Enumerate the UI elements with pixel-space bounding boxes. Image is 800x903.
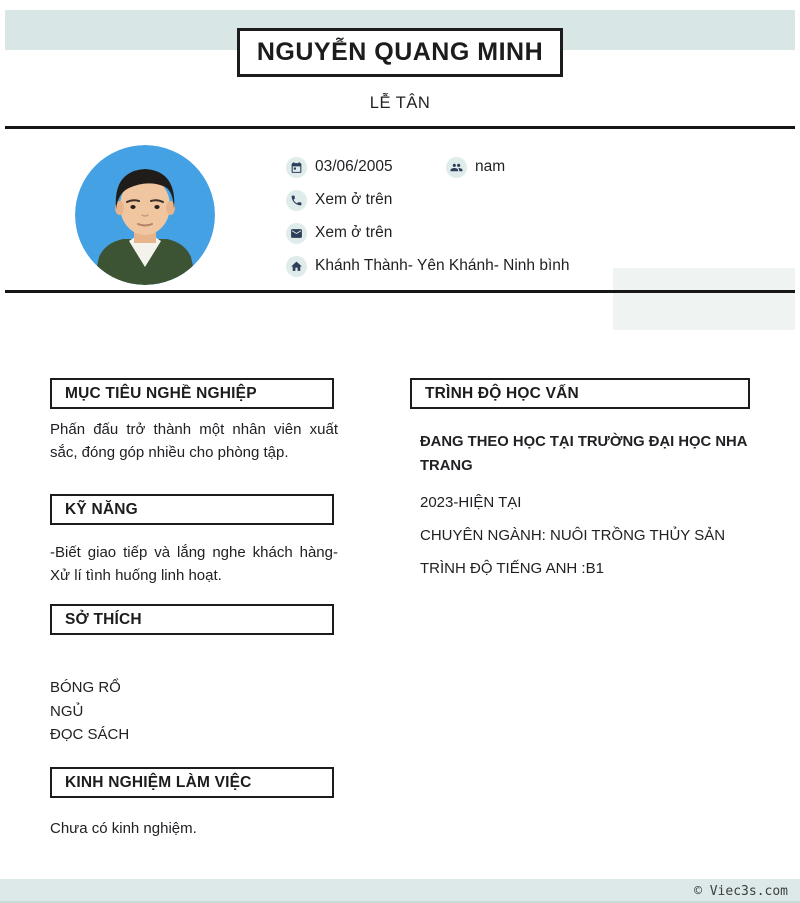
hobby-item: NGỦ bbox=[50, 702, 84, 720]
skills-heading-label: KỸ NĂNG bbox=[65, 500, 138, 518]
objective-heading-label: MỤC TIÊU NGHỀ NGHIỆP bbox=[65, 384, 257, 402]
people-icon bbox=[446, 157, 467, 178]
education-major: CHUYÊN NGÀNH: NUÔI TRỒNG THỦY SẢN bbox=[420, 527, 726, 544]
contact-row-email bbox=[286, 222, 392, 244]
divider-contact bbox=[5, 290, 795, 293]
hobby-item: BÓNG RỔ bbox=[50, 679, 121, 696]
section-heading-objective bbox=[50, 378, 334, 409]
contact-email: Xem ở trên bbox=[315, 224, 393, 241]
phone-icon bbox=[286, 190, 307, 211]
section-heading-experience bbox=[50, 767, 334, 798]
section-heading-skills bbox=[50, 494, 334, 525]
footer-band bbox=[0, 879, 800, 903]
objective-body: Phấn đấu trở thành một nhân viên xuất sắc, đóng góp nhiều cho phòng tập. bbox=[50, 421, 338, 461]
experience-body: Chưa có kinh nghiệm. bbox=[50, 820, 197, 837]
hobbies-heading-label: SỞ THÍCH bbox=[65, 610, 142, 628]
section-heading-education bbox=[410, 378, 750, 409]
education-period: 2023-HIỆN TẠI bbox=[420, 494, 522, 511]
contact-row-dob bbox=[286, 156, 393, 178]
contact-row-phone bbox=[286, 189, 392, 211]
divider-top bbox=[5, 126, 795, 129]
name-box bbox=[237, 28, 563, 77]
contact-row-address bbox=[286, 255, 570, 277]
portrait-illustration bbox=[75, 145, 215, 285]
contact-row-gender bbox=[446, 156, 505, 178]
skills-body: -Biết giao tiếp và lắng nghe khách hàng-Xử lí tình huống linh hoạt. bbox=[50, 544, 338, 584]
calendar-icon bbox=[286, 157, 307, 178]
right-accent-rect bbox=[613, 268, 795, 330]
education-heading-label: TRÌNH ĐỘ HỌC VẤN bbox=[425, 384, 579, 402]
envelope-icon bbox=[286, 223, 307, 244]
contact-address: Khánh Thành- Yên Khánh- Ninh bình bbox=[315, 257, 570, 274]
contact-phone: Xem ở trên bbox=[315, 191, 393, 208]
home-icon bbox=[286, 256, 307, 277]
education-english: TRÌNH ĐỘ TIẾNG ANH :B1 bbox=[420, 560, 604, 577]
hobby-item: ĐỌC SÁCH bbox=[50, 726, 130, 743]
education-school: ĐANG THEO HỌC TẠI TRƯỜNG ĐẠI HỌC NHA TRANG bbox=[420, 434, 747, 474]
contact-gender: nam bbox=[475, 158, 506, 175]
hobby-list bbox=[50, 676, 129, 747]
contact-dob: 03/06/2005 bbox=[315, 158, 393, 175]
section-heading-hobbies bbox=[50, 604, 334, 635]
job-title: LỄ TÂN bbox=[369, 94, 431, 112]
profile-photo bbox=[75, 145, 215, 285]
footer-credit-link[interactable]: © Viec3s.com bbox=[694, 883, 788, 899]
experience-heading-label: KINH NGHIỆM LÀM VIỆC bbox=[65, 773, 252, 791]
candidate-name: NGUYỄN QUANG MINH bbox=[256, 38, 544, 66]
